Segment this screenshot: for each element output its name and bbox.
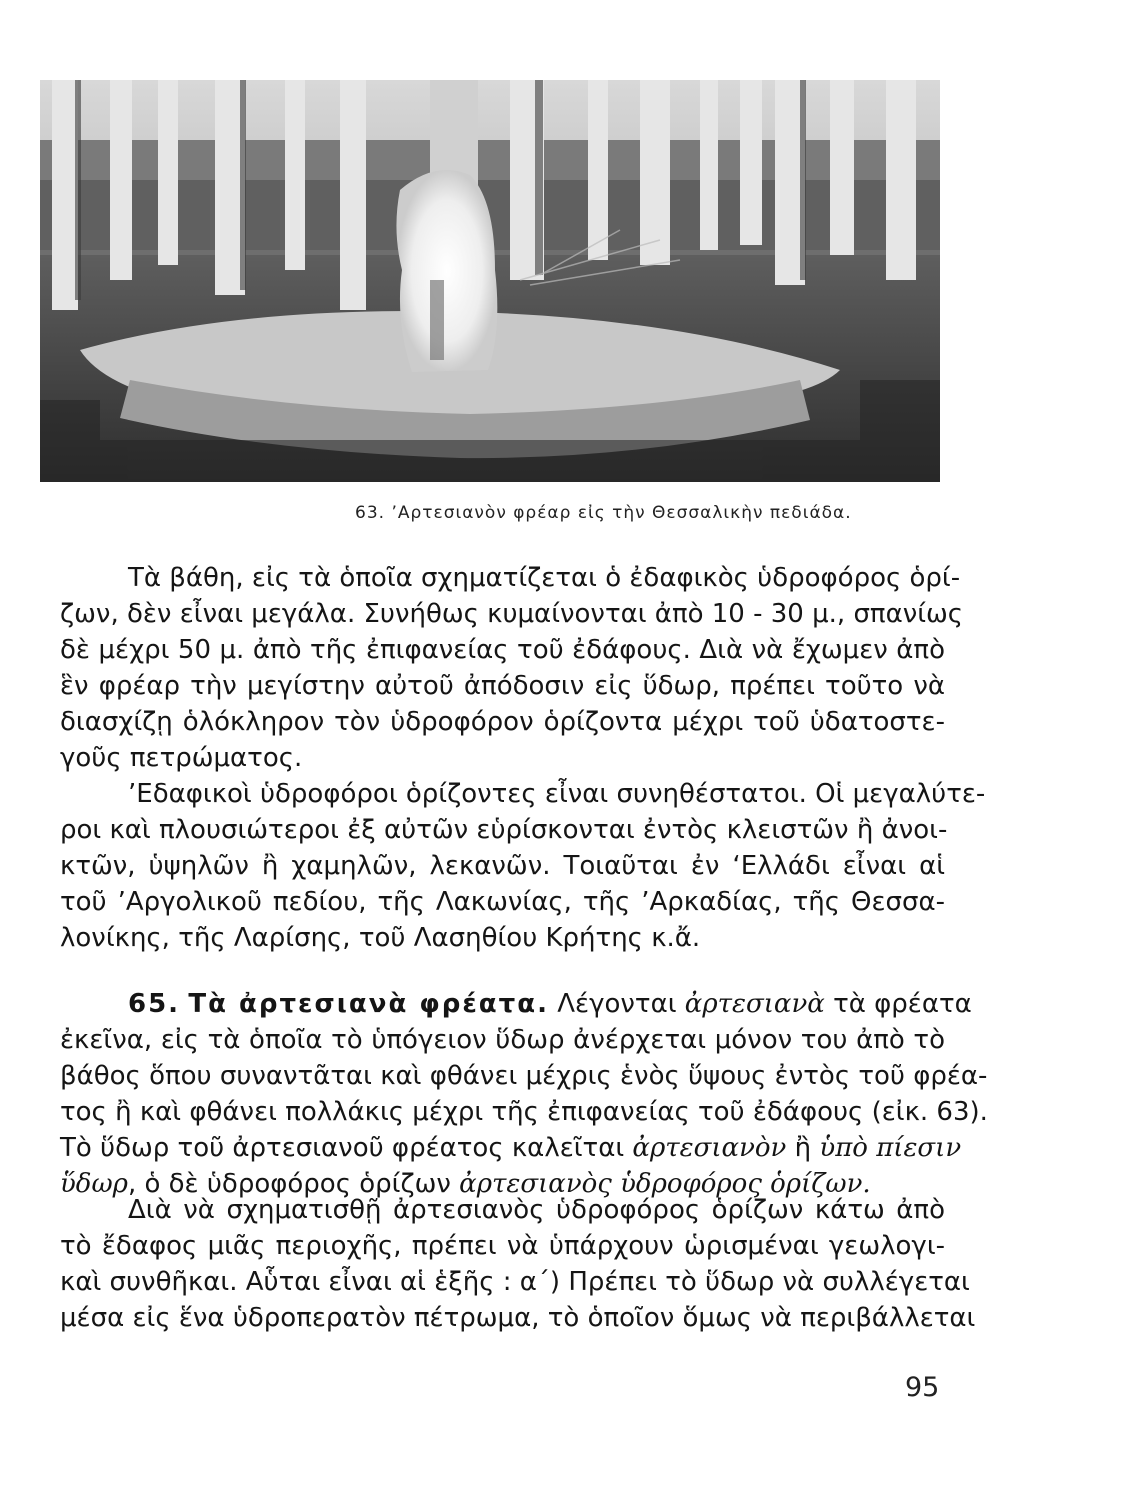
text-line: ζων, δὲν εἶναι μεγάλα. Συνήθως κυμαίνονται ἀπὸ 10 - 30 μ., σπανίως (60, 599, 964, 629)
italic-term: ἀρτεσιανὸν (632, 1133, 787, 1163)
text-line: ροι καὶ πλουσιώτεροι ἐξ αὐτῶν εὑρίσκονται ἐντὸς κλειστῶν ἢ ἀνοι- (60, 815, 948, 845)
italic-term: ὕδωρ (60, 1169, 128, 1199)
text-line: τοῦ ’Αργολικοῦ πεδίου, τῆς Λακωνίας, τῆς ’Αρκαδίας, τῆς Θεσσα- (60, 887, 945, 917)
photo-illustration (40, 80, 940, 482)
section-heading-line (60, 986, 972, 1022)
section-number: 65. (128, 989, 181, 1019)
figure-caption: 63. ’Αρτεσιανὸν φρέαρ εἰς τὴν Θεσσαλικὴν πεδιάδα. (355, 503, 852, 523)
paragraph-1 (60, 560, 964, 776)
text-line: βάθος ὅπου συναντᾶται καὶ φθάνει μέχρις ἑνὸς ὕψους ἐντὸς τοῦ φρέα- (60, 1061, 988, 1091)
italic-term: ἀρτεσιανὸς ὑδροφόρος ὁρίζων. (459, 1169, 871, 1199)
text-line: Διὰ νὰ σχηματισθῇ ἀρτεσιανὸς ὑδροφόρος ὁρίζων κάτω ἀπὸ (128, 1195, 945, 1225)
section-65 (60, 986, 988, 1202)
text-line: διασχίζῃ ὁλόκληρον τὸν ὑδροφόρον ὁρίζοντα μέχρι τοῦ ὑδατοστε- (60, 707, 945, 737)
text-fragment: Τὸ ὕδωρ τοῦ ἀρτεσιανοῦ φρέατος καλεῖται (60, 1133, 625, 1163)
text-fragment: Λέγονται (557, 989, 677, 1019)
text-fragment: τὰ φρέατα (833, 989, 972, 1019)
section-title: Τὰ ἀρτεσιανὰ φρέατα. (188, 989, 549, 1019)
text-line: Τὰ βάθη, εἰς τὰ ὁποῖα σχηματίζεται ὁ ἐδαφικὸς ὑδροφόρος ὁρί- (128, 563, 961, 593)
paragraph-2 (60, 776, 986, 956)
text-line: γοῦς πετρώματος. (60, 743, 303, 773)
text-line: τὸ ἔδαφος μιᾶς περιοχῆς, πρέπει νὰ ὑπάρχουν ὡρισμέναι γεωλογι- (60, 1231, 945, 1261)
italic-term: ὑπὸ πίεσιν (819, 1133, 962, 1163)
text-line: καὶ συνθῆκαι. Αὗται εἶναι αἱ ἑξῆς : α΄) Πρέπει τὸ ὕδωρ νὰ συλλέγεται (60, 1267, 970, 1297)
text-fragment: ἢ (794, 1133, 812, 1163)
text-line: τος ἢ καὶ φθάνει πολλάκις μέχρι τῆς ἐπιφανείας τοῦ ἐδάφους (εἰκ. 63). (60, 1097, 988, 1127)
paragraph-4 (60, 1192, 976, 1336)
text-line: ’Εδαφικοὶ ὑδροφόροι ὁρίζοντες εἶναι συνηθέστατοι. Οἱ μεγαλύτε- (128, 779, 986, 809)
text-line (60, 1130, 962, 1166)
text-line: λονίκης, τῆς Λαρίσης, τοῦ Λασηθίου Κρήτης κ.ἄ. (60, 923, 701, 953)
text-line: ἓν φρέαρ τὴν μεγίστην αὐτοῦ ἀπόδοσιν εἰς ὕδωρ, πρέπει τοῦτο νὰ (60, 671, 945, 701)
page-number: 95 (905, 1372, 940, 1403)
text-line: μέσα εἰς ἕνα ὑδροπερατὸν πέτρωμα, τὸ ὁποῖον ὅμως νὰ περιβάλλεται (60, 1303, 976, 1333)
text-line: κτῶν, ὑψηλῶν ἢ χαμηλῶν, λεκανῶν. Τοιαῦται ἐν ‘Ελλάδι εἶναι αἱ (60, 851, 945, 881)
text-fragment: , ὁ δὲ ὑδροφόρος ὁρίζων (127, 1169, 451, 1199)
italic-term: ἀρτεσιανὰ (684, 989, 825, 1019)
text-line: ἐκεῖνα, εἰς τὰ ὁποῖα τὸ ὑπόγειον ὕδωρ ἀνέρχεται μόνον του ἀπὸ τὸ (60, 1025, 945, 1055)
artesian-well-photo (40, 80, 940, 482)
text-line: δὲ μέχρι 50 μ. ἀπὸ τῆς ἐπιφανείας τοῦ ἐδάφους. Διὰ νὰ ἔχωμεν ἀπὸ (60, 635, 945, 665)
